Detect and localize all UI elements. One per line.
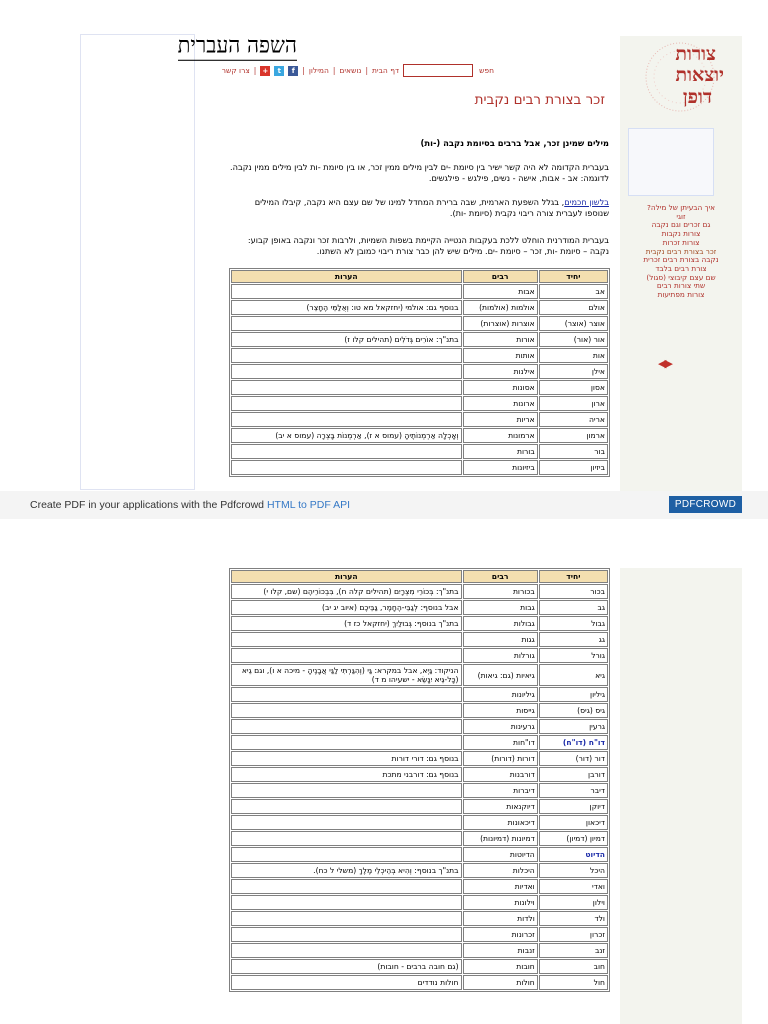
cell-notes: בנוסף גם: דורבני מתכת	[231, 767, 462, 782]
cell-notes	[231, 831, 462, 846]
facebook-icon[interactable]: f	[288, 66, 298, 76]
cell-singular: דורבן	[539, 767, 608, 782]
logo-line-2: יוצאות	[675, 64, 724, 86]
header-plural: רבים	[463, 270, 538, 283]
words-table	[229, 268, 610, 477]
cell-notes	[231, 703, 462, 718]
table-row	[231, 648, 608, 663]
cell-notes	[231, 380, 462, 395]
pdf-footer-text	[30, 499, 350, 511]
cell-notes: בנוסף גם: אולמי (יחזקאל מא טו: וְאֻלַמֵּי הֶחָצֵר)	[231, 300, 462, 315]
cell-plural: אבות	[463, 284, 538, 299]
sidebar-link-masc-forms[interactable]: צורות זכרות	[662, 237, 700, 247]
cell-plural: גיליונות	[463, 687, 538, 702]
cell-plural: גבות	[463, 600, 538, 615]
table-row	[231, 959, 608, 974]
cell-plural: ולדות	[463, 911, 538, 926]
cell-singular: ולד	[539, 911, 608, 926]
cell-singular: אסון	[539, 380, 608, 395]
cell-notes	[231, 943, 462, 958]
nav-dictionary[interactable]: המילון	[308, 65, 329, 75]
table-header-row	[231, 270, 608, 283]
cell-singular: אולם	[539, 300, 608, 315]
table-row	[231, 348, 608, 363]
cell-singular: דיבר	[539, 783, 608, 798]
page-title: זכר בצורת רבים נקבית	[474, 92, 605, 108]
table-row	[231, 943, 608, 958]
cell-plural: אולמות (אולמות)	[463, 300, 538, 315]
cell-plural: גורלות	[463, 648, 538, 663]
cell-notes: בתנ"ך בנוסף: וְהִיא בְּהֵיכְלֵי מֶלֶךְ (משלי ל כח).	[231, 863, 462, 878]
cell-singular: גבול	[539, 616, 608, 631]
table-row	[231, 751, 608, 766]
table-row	[231, 632, 608, 647]
cell-plural: ארונות	[463, 396, 538, 411]
cell-plural: גיאיות (גם: גיאות)	[463, 664, 538, 686]
cell-plural: דמיונות (דמיונות)	[463, 831, 538, 846]
table-row	[231, 412, 608, 427]
cell-plural: אוצרות (אוצרות)	[463, 316, 538, 331]
cell-notes	[231, 648, 462, 663]
cell-notes	[231, 396, 462, 411]
cell-singular: גרעין	[539, 719, 608, 734]
cell-notes	[231, 719, 462, 734]
header-singular: יחיד	[539, 570, 608, 583]
cell-singular: הדיוט	[539, 847, 608, 862]
cell-singular: ארון	[539, 396, 608, 411]
cell-plural: ואדיות	[463, 879, 538, 894]
cell-plural: דורות (דורות)	[463, 751, 538, 766]
cell-singular: וילון	[539, 895, 608, 910]
intro-paragraph: בעברית הקדומה לא היה קשר ישיר בין סיומת -ים לבין מילים ממין זכר, או בין סיומת -ות לבין מילים ממין נקבה. לדוגמה: אב - אבות, אישה - נשים, פילגש - פילגשים.	[230, 162, 609, 183]
cell-singular: זכרון	[539, 927, 608, 942]
sidebar-link-fem-forms[interactable]: צורות נקבות	[661, 229, 701, 239]
nav-home[interactable]: דף הבית	[371, 65, 400, 75]
header-plural: רבים	[463, 570, 538, 583]
cell-plural: היכלות	[463, 863, 538, 878]
table-row	[231, 428, 608, 443]
cell-singular: דור (דור)	[539, 751, 608, 766]
cell-notes	[231, 284, 462, 299]
sidebar-question[interactable]: איך הבעיתן של מילה?	[646, 203, 716, 212]
cell-singular: דיכאון	[539, 815, 608, 830]
cell-singular: אוצר (אוצר)	[539, 316, 608, 331]
cell-notes: אבל בנוסף: לְגַבֵּי-הֶחָמֶר, גַּבֵּיכֶם (איוב יג יב)	[231, 600, 462, 615]
ad-placeholder	[80, 34, 195, 490]
table-row	[231, 831, 608, 846]
sidebar-link-plural-only[interactable]: צורת רבים בלבד	[655, 263, 707, 273]
table-row	[231, 703, 608, 718]
cell-plural: דורבנות	[463, 767, 538, 782]
cell-plural: וילונות	[463, 895, 538, 910]
cell-notes	[231, 847, 462, 862]
cell-notes: בתנ"ך: אוֹרִים גְּדֹלִים (תהילים קלו ז)	[231, 332, 462, 347]
cell-notes	[231, 799, 462, 814]
sidebar-link-dual[interactable]: זוגי	[676, 211, 686, 221]
cell-notes: בתנ"ך בנוסף: גְּבוּלַיִךְ (יחזקאל כז ד)	[231, 616, 462, 631]
cell-plural: בורות	[463, 444, 538, 459]
section-heading: מילים שמינן זכר, אבל ברבים בסיומת נקבה (-ות)	[420, 138, 609, 148]
cell-singular: ארמון	[539, 428, 608, 443]
table-row	[231, 687, 608, 702]
cell-notes	[231, 927, 462, 942]
header-notes: הערות	[231, 270, 462, 283]
cell-notes	[231, 687, 462, 702]
sidebar-ad-box	[628, 128, 714, 196]
cell-singular: דו"ח (דו"ח)	[539, 735, 608, 750]
cell-plural: אריות	[463, 412, 538, 427]
nav-separator: |	[253, 65, 257, 75]
cell-singular: היכל	[539, 863, 608, 878]
cell-singular: גב	[539, 600, 608, 615]
cell-plural: זכרונות	[463, 927, 538, 942]
table-row	[231, 735, 608, 750]
cell-plural: דו"חות	[463, 735, 538, 750]
cell-notes	[231, 460, 462, 475]
cell-plural: הדיוטות	[463, 847, 538, 862]
words-table-continued	[229, 568, 610, 992]
table-row	[231, 895, 608, 910]
cell-singular: חול	[539, 975, 608, 990]
site-title[interactable]: השפה העברית	[178, 32, 297, 61]
table-row	[231, 847, 608, 862]
cell-plural: גבולות	[463, 616, 538, 631]
pdf-api-link[interactable]: HTML to PDF API	[266, 499, 350, 511]
table-row	[231, 664, 608, 686]
prev-next-arrows-icon[interactable]: ◀▶	[658, 357, 671, 370]
cell-singular: גיליון	[539, 687, 608, 702]
pdf-footer-prefix: Create PDF in your applications with the Pdfcrowd	[30, 499, 265, 511]
cell-singular: גיא	[539, 664, 608, 686]
table-row	[231, 879, 608, 894]
sidebar-link-fem-masc-plural[interactable]: נקבה בצורת רבים זכרית	[643, 255, 719, 265]
table-row	[231, 300, 608, 315]
cell-singular: זנב	[539, 943, 608, 958]
cell-plural: גרעינות	[463, 719, 538, 734]
table-header-row	[231, 570, 608, 583]
table-row	[231, 460, 608, 475]
modern-paragraph: בעברית המודרנית הוחלט ללכת בעקבות הנטייה הקיימת בשפות השמיות, ולרבות זכר ונקבה באופן קבוע: נקבה – סיומת -ות, זכר – סיומת -ים. מילים שיש להן כבר צורת ריבוי כמובן לא השתנו.	[247, 235, 609, 256]
cell-notes: בנוסף גם: דורי דורות	[231, 751, 462, 766]
cell-plural: דיכאונות	[463, 815, 538, 830]
top-nav	[222, 64, 494, 77]
sidebar-link-both[interactable]: גם זכרים וגם נקבה	[651, 220, 711, 230]
table-row	[231, 815, 608, 830]
table-row	[231, 616, 608, 631]
cell-singular: אריה	[539, 412, 608, 427]
table-row	[231, 767, 608, 782]
cell-plural: גגות	[463, 632, 538, 647]
table-row	[231, 444, 608, 459]
table-row	[231, 927, 608, 942]
cell-singular: דיוקן	[539, 799, 608, 814]
sidebar-link-collective[interactable]: שם עצם קיבוצי (סגול)	[646, 272, 716, 282]
cell-plural: חובות	[463, 959, 538, 974]
table-row	[231, 316, 608, 331]
cell-notes	[231, 316, 462, 331]
cell-notes: חולות נודדים	[231, 975, 462, 990]
mishnaic-paragraph	[229, 197, 609, 219]
header-singular: יחיד	[539, 270, 608, 283]
nav-separator: |	[332, 65, 336, 75]
table-row	[231, 332, 608, 347]
search-input[interactable]	[403, 64, 473, 77]
cell-notes: וְאָכְלָה אַרְמְנוֹתֶיהָ (עמוס א ז), אַרְמְנוֹת בָּצְרָה (עמוס א יב)	[231, 428, 462, 443]
header-notes: הערות	[231, 570, 462, 583]
cell-notes	[231, 364, 462, 379]
cell-plural: ביזיונות	[463, 460, 538, 475]
cell-notes	[231, 735, 462, 750]
table-row	[231, 911, 608, 926]
cell-notes	[231, 895, 462, 910]
table-row	[231, 783, 608, 798]
cell-singular: חוב	[539, 959, 608, 974]
nav-contact[interactable]: צרו קשר	[221, 65, 250, 75]
google-plus-icon[interactable]: +	[260, 66, 270, 76]
table-row	[231, 584, 608, 599]
mishnaic-hebrew-link[interactable]: בלשון חכמים	[564, 197, 609, 207]
table-row	[231, 975, 608, 990]
table-row	[231, 284, 608, 299]
cell-plural: אילנות	[463, 364, 538, 379]
sidebar-links	[622, 204, 740, 300]
cell-plural: דיוקנאות	[463, 799, 538, 814]
cell-singular: גורל	[539, 648, 608, 663]
table-row	[231, 600, 608, 615]
cell-singular: גיס (גיס)	[539, 703, 608, 718]
cell-notes	[231, 412, 462, 427]
nav-separator: |	[302, 65, 305, 75]
cell-notes: (גם חובה ברבים - חובות)	[231, 959, 462, 974]
cell-notes	[231, 348, 462, 363]
cell-notes	[231, 632, 462, 647]
site-logo[interactable]	[628, 40, 732, 114]
cell-notes	[231, 911, 462, 926]
table-row	[231, 863, 608, 878]
cell-singular: ואדי	[539, 879, 608, 894]
nav-separator: |	[365, 65, 368, 75]
cell-notes	[231, 815, 462, 830]
cell-plural: אסונות	[463, 380, 538, 395]
cell-plural: אותות	[463, 348, 538, 363]
cell-singular: אילן	[539, 364, 608, 379]
cell-plural: אורות	[463, 332, 538, 347]
cell-notes: בתנ"ך: בְּכוֹרֵי מִצְרָיִם (תהילים קלה ח), בִּבְכוֹרֵיהֶם (שם, קלו י)	[231, 584, 462, 599]
table-row	[231, 380, 608, 395]
twitter-icon[interactable]: t	[274, 66, 284, 76]
sidebar-link-surprising[interactable]: צורות מפתיעות	[657, 290, 705, 300]
search-label[interactable]: חפש	[479, 65, 494, 75]
pdfcrowd-badge[interactable]: PDFCROWD	[669, 496, 742, 513]
table-row	[231, 364, 608, 379]
logo-line-1: צורות	[675, 43, 716, 65]
logo-line-3: דופן	[682, 86, 712, 108]
cell-plural: דיברות	[463, 783, 538, 798]
sidebar-link-current[interactable]: זכר בצורת רבים נקבית	[645, 246, 717, 256]
cell-notes: הניקוד: גַּיְא, אבל במקרא: גַּי (וְהִגַּרְתִּי לַגַּי אֲבָנֶיהָ - מיכה א ו), וגם גֵיא (כָּל-גֵּיא יִנָּשֵׂא - ישעיהו מ ד)	[231, 664, 462, 686]
cell-plural: ארמונות	[463, 428, 538, 443]
cell-singular: גג	[539, 632, 608, 647]
cell-singular: אות	[539, 348, 608, 363]
cell-plural: חולות	[463, 975, 538, 990]
cell-plural: בכורות	[463, 584, 538, 599]
cell-singular: דמיון (דמיון)	[539, 831, 608, 846]
cell-singular: ביזיון	[539, 460, 608, 475]
sidebar-link-two-plurals[interactable]: שתי צורות רבים	[656, 281, 706, 291]
cell-singular: אור (אור)	[539, 332, 608, 347]
cell-notes	[231, 444, 462, 459]
cell-singular: אב	[539, 284, 608, 299]
nav-topics[interactable]: נושאים	[339, 65, 362, 75]
cell-plural: גייסות	[463, 703, 538, 718]
right-sidebar-page2	[620, 568, 742, 1024]
cell-plural: זנבות	[463, 943, 538, 958]
table-row	[231, 719, 608, 734]
cell-notes	[231, 879, 462, 894]
table-row	[231, 396, 608, 411]
cell-singular: בכור	[539, 584, 608, 599]
table-row	[231, 799, 608, 814]
mishnaic-paragraph-text: , בגלל השפעת הארמית, שבה ברירת המחדל למינו של שם עצם היא נקבה, קיבלו המילים שנוספו לעברית צורה ריבוי נקבית (סיומת -ות).	[254, 197, 609, 218]
cell-singular: בור	[539, 444, 608, 459]
cell-notes	[231, 783, 462, 798]
